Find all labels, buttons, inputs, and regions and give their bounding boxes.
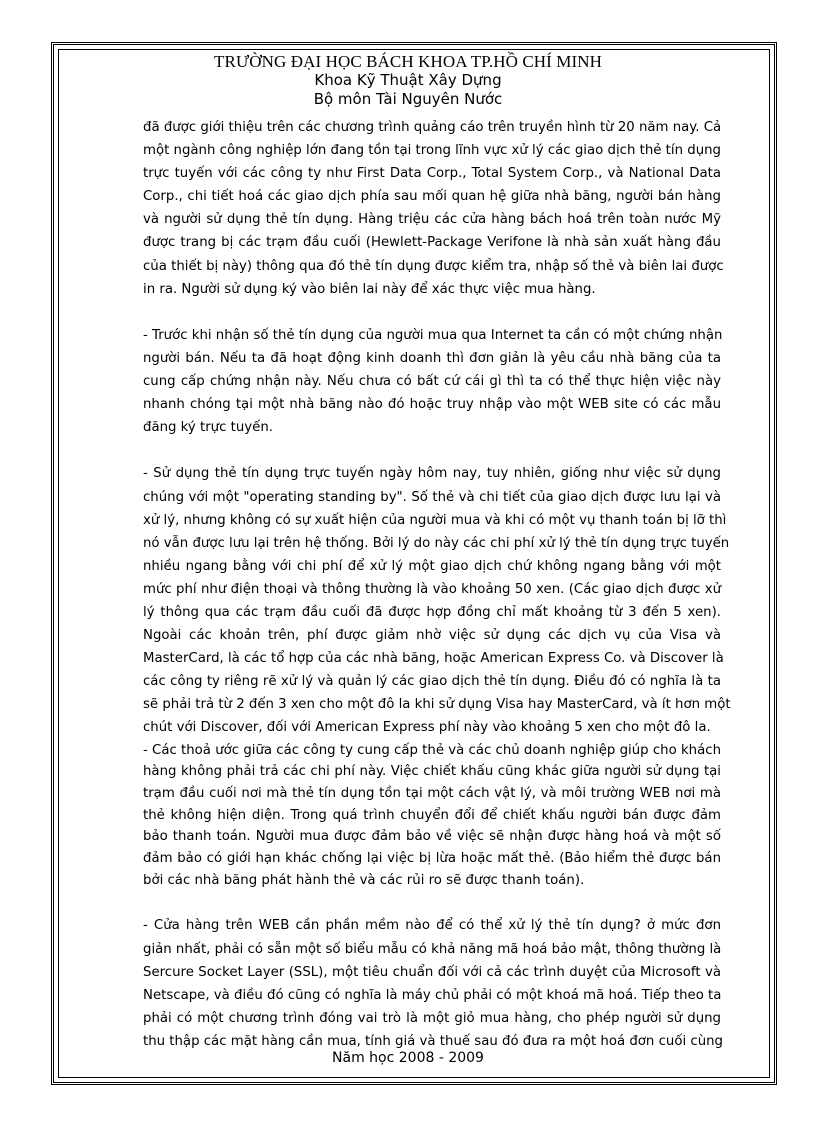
text-line: một ngành công nghiệp lớn đang tồn tại trong lĩnh vực xử lý các giao dịch thẻ tín dụng [143, 143, 721, 159]
text-line: được trang bị các trạm đầu cuối (Hewlett-Package Verifone là nhà sản xuất hàng đầu [143, 235, 721, 251]
paragraph-agreements [143, 740, 721, 892]
text-line: giản nhất, phải có sẵn một số biểu mẫu có khả năng mã hoá bảo mật, thông thường là [143, 941, 722, 957]
paragraph-spacer [143, 891, 721, 914]
text-line: của thiết bị này) thông qua đó thẻ tín dụng được kiểm tra, nhập số thẻ và biên lai được [143, 258, 724, 274]
page-header [0, 52, 816, 109]
paragraph-merchant-certificate [143, 324, 721, 439]
text-line: các công ty riêng rẽ xử lý và quản lý các giao dịch thẻ tín dụng. Điều đó có nghĩa là ta [143, 674, 721, 690]
text-line: phải có một chương trình đóng vai trò là một giỏ mua hàng, cho phép người sử dụng [143, 1010, 721, 1026]
text-line: trạm đầu cuối nơi mà thẻ tín dụng tồn tại một cách vật lý, và môi trường WEB nơi mà [143, 785, 721, 801]
text-line: và người sử dụng thẻ tín dụng. Hàng triệu các cửa hàng bách hoá trên toàn nước Mỹ [143, 212, 721, 228]
text-line: mức phí như điện thoại và thông thường là vào khoảng 50 xen. (Các giao dịch được xử [143, 581, 721, 597]
text-line: nhiều ngang bằng với chi phí để xử lý một giao dịch chứ không ngang bằng với một [143, 558, 721, 574]
text-line: đã được giới thiệu trên các chương trình quảng cáo trên truyền hình từ 20 năm nay. Cả [143, 120, 722, 135]
university-name: TRƯỜNG ĐẠI HỌC BÁCH KHOA TP.HỒ CHÍ MINH [214, 52, 602, 71]
paragraph-spacer [143, 301, 721, 324]
text-line: hàng không phải trả các chi phí này. Việc chiết khấu cũng khác giữa người sử dụng tại [143, 764, 721, 780]
text-line: trực tuyến với các công ty như First Data Corp., Total System Corp., và National Data [143, 166, 721, 182]
text-line: Sercure Socket Layer (SSL), một tiêu chuẩn đối với cả các trình duyệt của Microsoft và [143, 964, 721, 980]
paragraph-online-usage [143, 462, 731, 739]
paragraph-spacer [143, 439, 721, 462]
paragraph-card-intro [143, 116, 724, 301]
text-line: bảo thanh toán. Người mua được đảm bảo về việc sẽ nhận được hàng hoá và một số [143, 829, 721, 845]
text-line: thu thập các mặt hàng cần mua, tính giá và thuế sau đó đưa ra một hoá đơn cuối cùng [143, 1033, 723, 1049]
text-line: nhanh chóng tại một nhà băng nào đó hoặc truy nhập vào một WEB site có các mẫu [143, 397, 721, 413]
text-line: MasterCard, là các tổ hợp của các nhà băng, hoặc American Express Co. và Discover là [143, 651, 724, 667]
text-line: Corp., chi tiết hoá các giao dịch phía sau mối quan hệ giữa nhà băng, người bán hàng [143, 189, 721, 205]
text-line: in ra. Người sử dụng ký vào biên lai này để xác thực việc mua hàng. [143, 281, 596, 297]
text-line: Ngoài các khoản trên, phí được giảm nhờ việc sử dụng các dịch vụ của Visa và [143, 628, 721, 644]
paragraph-web-software [143, 914, 721, 1053]
faculty-name: Khoa Kỹ Thuật Xây Dựng [314, 71, 502, 89]
text-line: nó vẫn được lưu lại trên hệ thống. Bởi lý do này các chi phí xử lý thẻ tín dụng trực tuyến [143, 535, 730, 551]
text-line: đảm bảo có giới hạn khác chống lại việc bị lừa hoặc mất thẻ. (Bảo hiểm thẻ được bán [143, 850, 721, 866]
text-line: đăng ký trực tuyến. [143, 420, 273, 436]
text-line: chúng với một "operating standing by". Số thẻ và chi tiết của giao dịch được lưu lại và [143, 489, 721, 505]
text-line: sẽ phải trả từ 2 đến 3 xen cho một đô la khi sử dụng Visa hay MasterCard, và ít hơn một [143, 697, 731, 713]
text-line: - Cửa hàng trên WEB cần phần mềm nào để có thể xử lý thẻ tín dụng? ở mức đơn [143, 918, 721, 934]
text-line: - Sử dụng thẻ tín dụng trực tuyến ngày hôm nay, tuy nhiên, giống như việc sử dụng [143, 466, 721, 482]
text-line: Netscape, và điều đó cũng có nghĩa là máy chủ phải có một khoá mã hoá. Tiếp theo ta [143, 987, 722, 1003]
text-line: người bán. Nếu ta đã hoạt động kinh doanh thì đơn giản là yêu cầu nhà băng của ta [143, 350, 721, 366]
text-line: chút với Discover, đối với American Express phí này vào khoảng 5 xen cho một đô la. [143, 720, 711, 736]
text-line: cung cấp chứng nhận này. Nếu chưa có bất cứ cái gì thì ta có thể thực hiện việc này [143, 374, 721, 390]
department-name: Bộ môn Tài Nguyên Nước [313, 90, 503, 108]
text-line: - Trước khi nhận số thẻ tín dụng của người mua qua Internet ta cần có một chứng nhận [143, 327, 723, 343]
text-line: - Các thoả ước giữa các công ty cung cấp thẻ và các chủ doanh nghiệp giúp cho khách [143, 742, 721, 758]
page-footer: Năm học 2008 - 2009 [332, 1050, 484, 1066]
text-line: xử lý, nhưng không có sự xuất hiện của người mua và khi có một vụ thanh toán bị lỡ thì [143, 512, 727, 528]
text-line: lý thông qua các trạm đầu cuối đã được hợp đồng chỉ mất khoảng từ 3 đến 5 xen). [143, 604, 721, 620]
text-line: bởi các nhà băng phát hành thẻ và các rủi ro sẽ được thanh toán). [143, 872, 585, 888]
text-line: thẻ không hiện diện. Trong quá trình chuyển đổi để chiết khấu người bán được đảm [143, 807, 721, 823]
document-body [143, 116, 731, 1053]
